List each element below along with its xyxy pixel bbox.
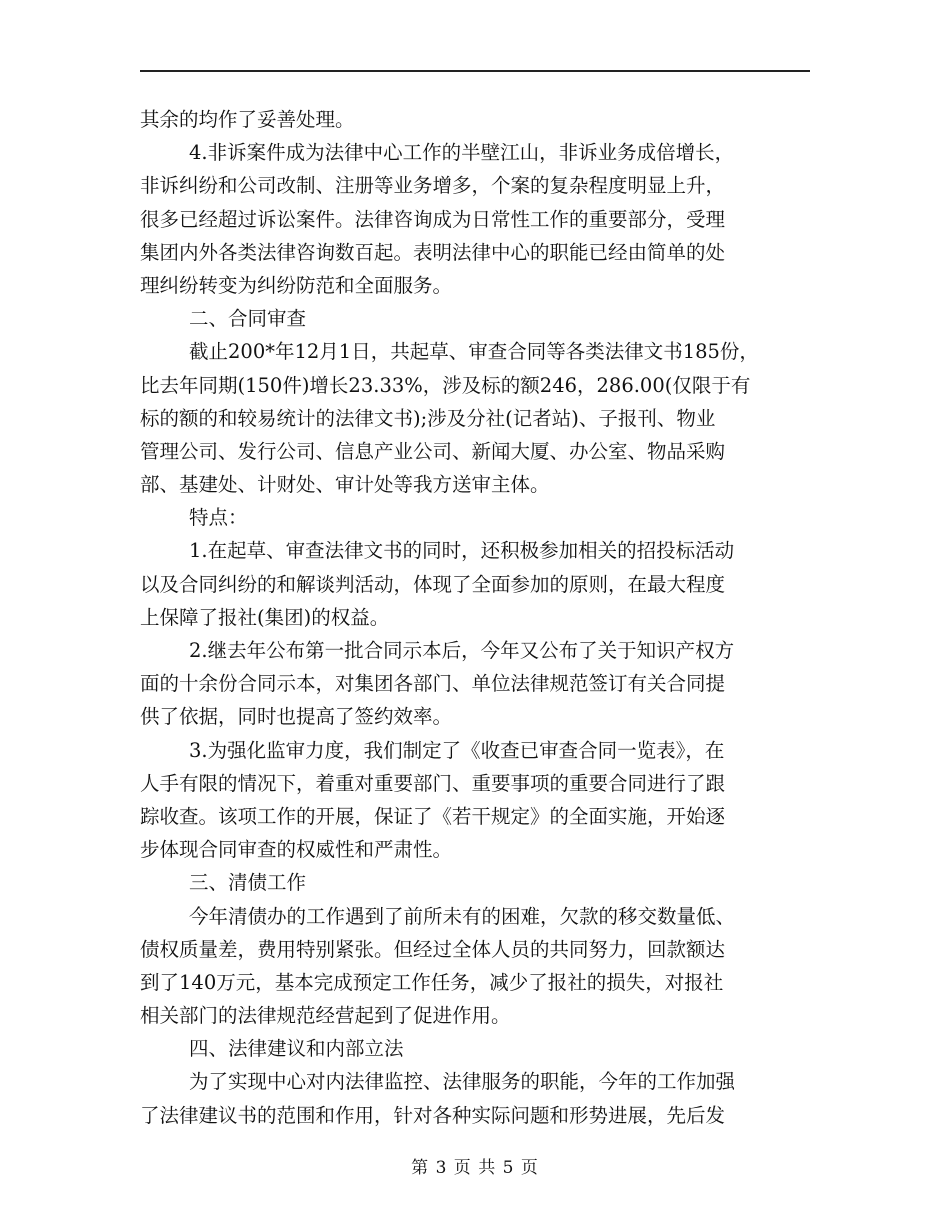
text-line: 为了实现中心对内法律监控、法律服务的职能，今年的工作加强 (189, 1070, 736, 1094)
text-line: 标的额的和较易统计的法律文书);涉及分社(记者站)、子报刊、物业 (140, 406, 716, 430)
header-rule (140, 70, 810, 72)
page-footer: 第 3 页 共 5 页 (411, 1158, 539, 1178)
text-line: 截止200*年12月1日，共起草、审查合同等各类法律文书185份， (189, 340, 759, 364)
text-line: 4.非诉案件成为法律中心工作的半壁江山，非诉业务成倍增长， (189, 141, 735, 165)
text-line: 今年清债办的工作遇到了前所未有的困难，欠款的移交数量低、 (189, 904, 736, 928)
subheading: 特点： (189, 506, 248, 530)
text-line: 很多已经超过诉讼案件。法律咨询成为日常性工作的重要部分，受理 (140, 207, 726, 231)
text-line: 面的十余份合同示本，对集团各部门、单位法律规范签订有关合同提 (140, 672, 726, 696)
text-line: 理纠纷转变为纠纷防范和全面服务。 (140, 273, 453, 297)
text-line: 管理公司、发行公司、信息产业公司、新闻大厦、办公室、物品采购 (140, 439, 726, 463)
text-line: 部、基建处、计财处、审计处等我方送审主体。 (140, 473, 550, 497)
text-line: 供了依据，同时也提高了签约效率。 (140, 705, 453, 729)
text-line: 以及合同纠纷的和解谈判活动，体现了全面参加的原则，在最大程度 (140, 572, 726, 596)
section-heading: 四、法律建议和内部立法 (189, 1037, 404, 1061)
text-line: 集团内外各类法律咨询数百起。表明法律中心的职能已经由简单的处 (140, 240, 726, 264)
text-line: 人手有限的情况下，着重对重要部门、重要事项的重要合同进行了跟 (140, 771, 726, 795)
text-line: 比去年同期(150件)增长23.33%，涉及标的额246，286.00(仅限于有 (140, 373, 751, 397)
text-line: 上保障了报社(集团)的权益。 (140, 605, 390, 629)
text-line: 到了140万元，基本完成预定工作任务，减少了报社的损失，对报社 (140, 970, 724, 994)
text-line: 其余的均作了妥善处理。 (140, 108, 355, 131)
text-line: 2.继去年公布第一批合同示本后，今年又公布了关于知识产权方 (189, 639, 735, 662)
section-heading: 三、清债工作 (189, 871, 307, 895)
section-heading: 二、合同审查 (189, 307, 307, 331)
text-line: 债权质量差，费用特别紧张。但经过全体人员的共同努力，回款额达 (140, 937, 726, 961)
text-line: 了法律建议书的范围和作用，针对各种实际问题和形势进展，先后发 (140, 1103, 726, 1127)
text-line: 相关部门的法律规范经营起到了促进作用。 (140, 1004, 511, 1028)
text-line: 步体现合同审查的权威性和严肃性。 (140, 838, 453, 862)
text-line: 1.在起草、审查法律文书的同时，还积极参加相关的招投标活动 (189, 539, 735, 563)
text-line: 踪收查。该项工作的开展，保证了《若干规定》的全面实施，开始逐 (140, 804, 726, 828)
document-body (140, 103, 820, 1132)
text-line: 非诉纠纷和公司改制、注册等业务增多，个案的复杂程度明显上升， (140, 174, 726, 198)
text-line: 3.为强化监审力度，我们制定了《收查已审查合同一览表》，在 (189, 738, 725, 762)
